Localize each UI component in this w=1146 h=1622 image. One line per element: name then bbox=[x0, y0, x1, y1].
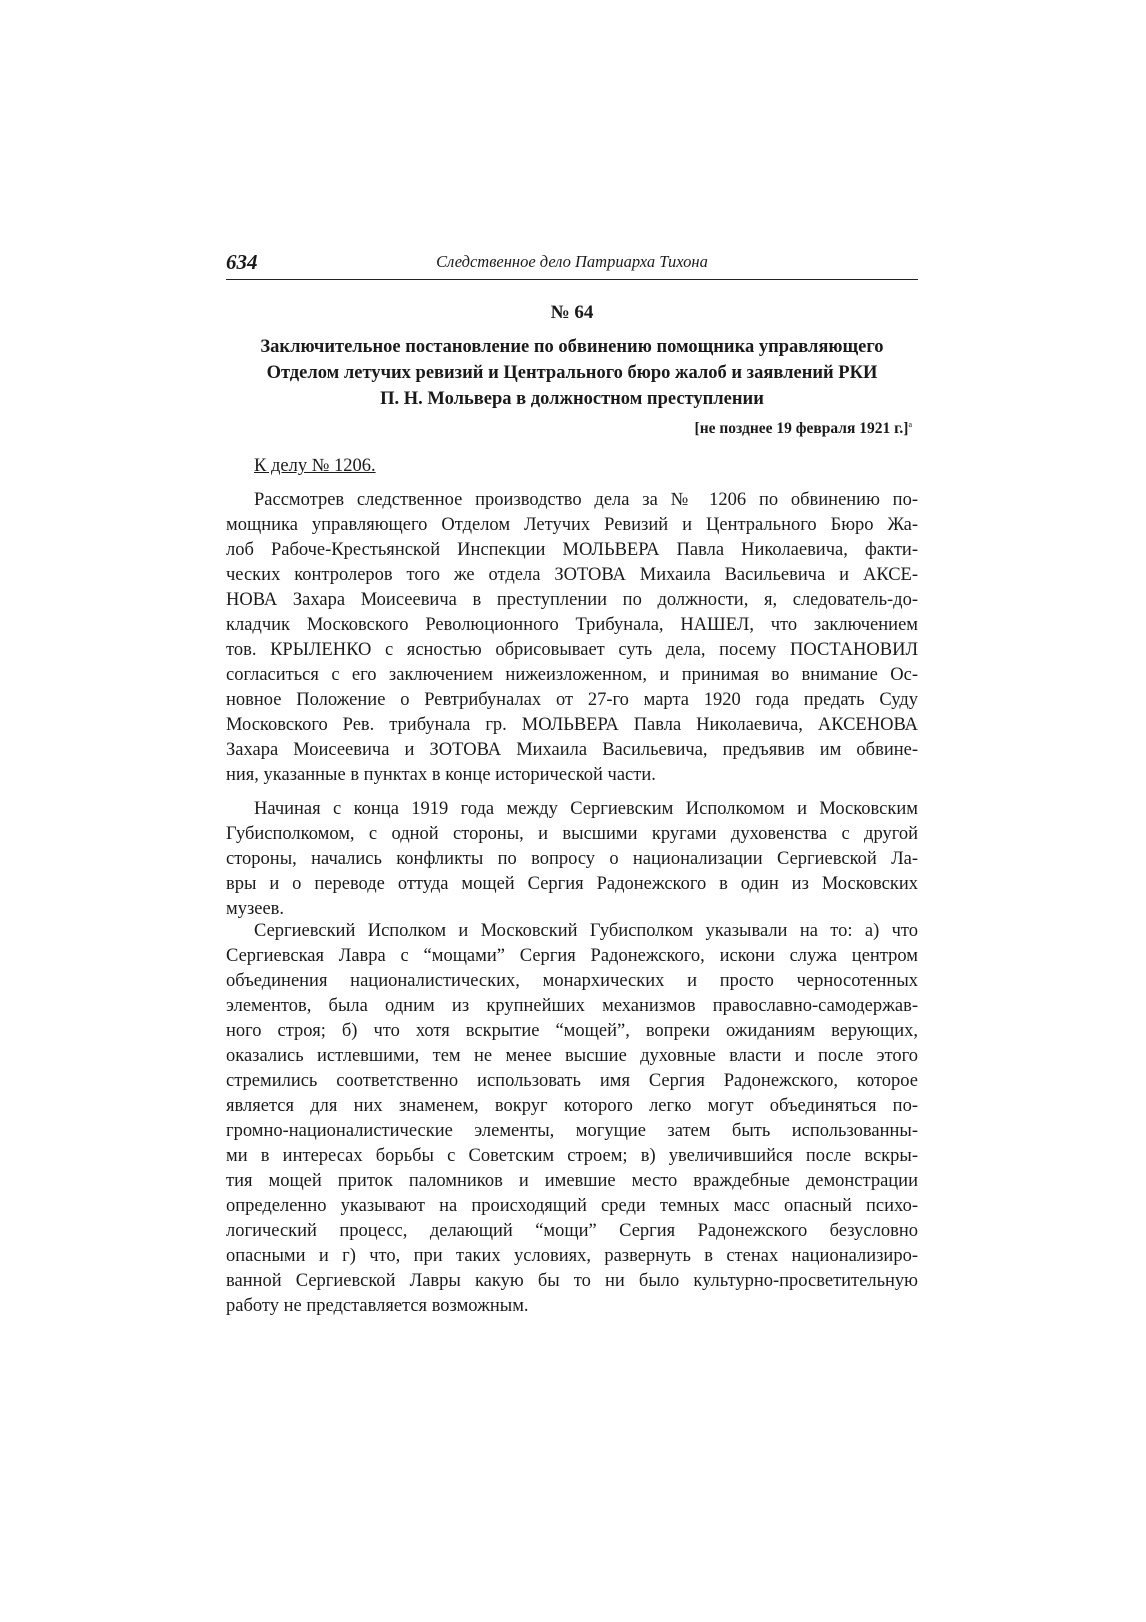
header-rule bbox=[226, 279, 918, 280]
page-number: 634 bbox=[226, 250, 258, 274]
title-line: Заключительное постановление по обвинению помощника управляющего bbox=[260, 337, 884, 357]
text-line: ческих контролеров того же отдела ЗОТОВА Михаила Васильевича и АКСЕ- bbox=[226, 565, 918, 585]
title-line: Отделом летучих ревизий и Центрального бюро жалоб и заявлений РКИ bbox=[266, 363, 878, 383]
text-line: тов. КРЫЛЕНКО с ясностью обрисовывает суть дела, посему ПОСТАНОВИЛ bbox=[226, 640, 918, 660]
text-line: ния, указанные в пунктах в конце исторической части. bbox=[226, 765, 656, 785]
text-line: оказались истлевшими, тем не менее высшие духовные власти и после этого bbox=[226, 1046, 918, 1066]
text-line: является для них знаменем, вокруг которого легко могут объединяться по- bbox=[226, 1096, 918, 1116]
text-line: новное Положение о Ревтрибуналах от 27-го марта 1920 года предать Суду bbox=[226, 690, 918, 710]
text-line: ванной Сергиевской Лавры какую бы то ни было культурно-просветительную bbox=[226, 1271, 918, 1291]
paragraph-3 bbox=[226, 919, 918, 1319]
text-line: ного строя; б) что хотя вскрытие “мощей”, вопреки ожиданиям верующих, bbox=[226, 1021, 918, 1041]
document-date bbox=[695, 420, 912, 438]
text-line: работу не представляется возможным. bbox=[226, 1296, 529, 1316]
text-line: стремились соответственно использовать имя Сергия Радонежского, которое bbox=[226, 1071, 918, 1091]
date-text: [не позднее 19 февраля 1921 г.] bbox=[694, 420, 909, 438]
case-reference: К делу № 1206. bbox=[254, 456, 376, 476]
text-line: Московского Рев. трибунала гр. МОЛЬВЕРА Павла Николаевича, АКСЕНОВА bbox=[226, 715, 918, 735]
text-line: тия мощей приток паломников и имевшие место враждебные демонстрации bbox=[226, 1171, 918, 1191]
text-line: Захара Моисеевича и ЗОТОВА Михаила Васильевича, предъявив им обвине- bbox=[226, 740, 918, 760]
text-line: стороны, начались конфликты по вопросу о национализации Сергиевской Ла- bbox=[226, 849, 918, 869]
footnote-mark: а bbox=[908, 420, 912, 429]
text-line: лоб Рабоче-Крестьянской Инспекции МОЛЬВЕРА Павла Николаевича, факти- bbox=[226, 540, 918, 560]
document-number: № 64 bbox=[550, 302, 594, 323]
text-line: мощника управляющего Отделом Летучих Ревизий и Центрального Бюро Жа- bbox=[226, 515, 918, 535]
text-line: элементов, была одним из крупнейших механизмов православно-самодержав- bbox=[226, 996, 918, 1016]
document-title bbox=[226, 334, 918, 412]
title-line: П. Н. Мольвера в должностном преступлении bbox=[380, 389, 764, 409]
text-line: вры и о переводе оттуда мощей Сергия Радонежского в один из Московских bbox=[226, 874, 918, 894]
text-line: определенно указывают на происходящий среди темных масс опасный психо- bbox=[226, 1196, 918, 1216]
paragraph-1 bbox=[226, 488, 918, 788]
text-line: логический процесс, делающий “мощи” Сергия Радонежского безусловно bbox=[226, 1221, 918, 1241]
text-line: объединения националистических, монархических и просто черносотенных bbox=[226, 971, 918, 991]
paragraph-2 bbox=[226, 797, 918, 922]
text-line: Рассмотрев следственное производство дела за № 1206 по обвинению по- bbox=[254, 490, 918, 510]
text-line: громно-националистические элементы, могущие затем быть использованны- bbox=[226, 1121, 918, 1141]
text-line: музеев. bbox=[226, 899, 285, 919]
text-line: Начиная с конца 1919 года между Сергиевским Исполкомом и Московским bbox=[254, 799, 918, 819]
text-line: Губисполкомом, с одной стороны, и высшими кругами духовенства с другой bbox=[226, 824, 918, 844]
text-line: согласиться с его заключением нижеизложенном, и принимая во внимание Ос- bbox=[226, 665, 918, 685]
text-line: Сергиевская Лавра с “мощами” Сергия Радонежского, искони служа центром bbox=[226, 946, 918, 966]
text-line: Сергиевский Исполком и Московский Губисполком указывали на то: а) что bbox=[254, 921, 918, 941]
running-title: Следственное дело Патриарха Тихона bbox=[436, 252, 708, 271]
text-line: опасными и г) что, при таких условиях, развернуть в стенах национализиро- bbox=[226, 1246, 918, 1266]
text-line: кладчик Московского Революционного Трибунала, НАШЕЛ, что заключением bbox=[226, 615, 918, 635]
running-head bbox=[226, 250, 918, 278]
text-line: НОВА Захара Моисеевича в преступлении по должности, я, следователь-до- bbox=[226, 590, 918, 610]
text-line: ми в интересах борьбы с Советским строем; в) увеличившийся после вскры- bbox=[226, 1146, 918, 1166]
